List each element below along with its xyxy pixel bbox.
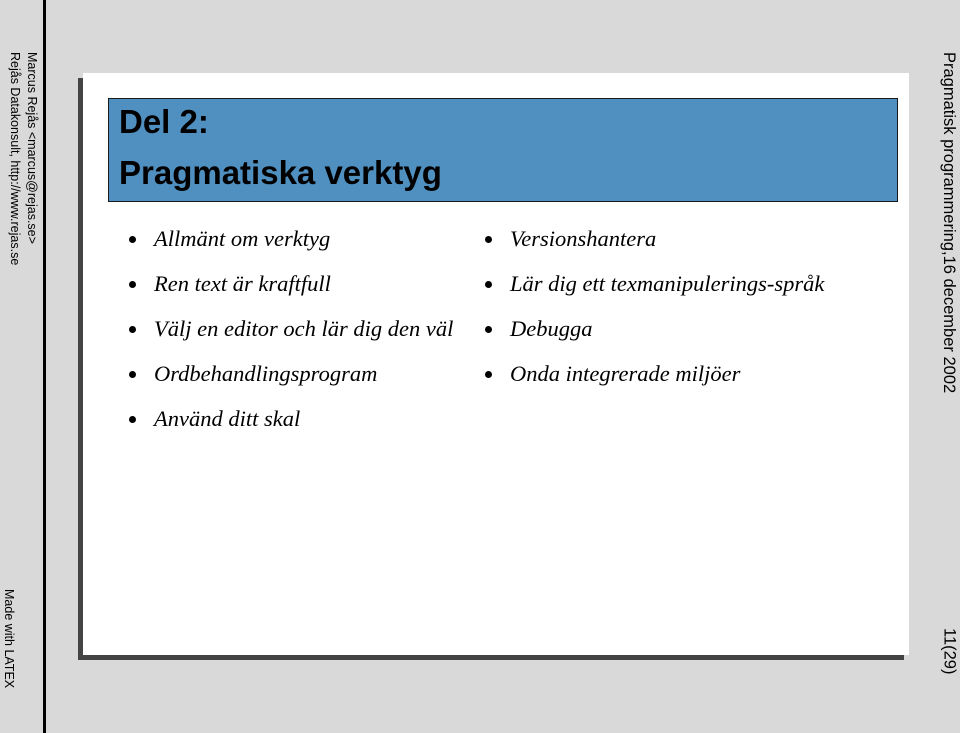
list-item [483, 356, 883, 392]
list-item [127, 401, 467, 437]
list-item [483, 221, 883, 257]
list-item-text: Ordbehandlingsprogram [154, 361, 378, 386]
list-item-text: Onda integrerade miljöer [510, 361, 741, 386]
bullet-icon [129, 326, 136, 333]
list-item-text: Debugga [510, 316, 593, 341]
list-item-text: Versionshantera [510, 226, 657, 251]
list-item-text: Allmänt om verktyg [154, 226, 331, 251]
course-date-label: Pragmatisk programmering,16 december 2002 [940, 52, 958, 394]
left-bullet-list [127, 221, 467, 446]
list-item-text: Ren text är kraftfull [154, 271, 331, 296]
author-line: Marcus Rejås <marcus@rejas.se> [25, 52, 39, 244]
bullet-icon [129, 371, 136, 378]
list-item [127, 356, 467, 392]
list-item-text: Välj en editor och lär dig den väl [154, 316, 454, 341]
right-bullet-list [483, 221, 883, 401]
slide-title: Pragmatiska verktyg [119, 154, 442, 191]
company-line: Rejås Datakonsult, http://www.rejas.se [8, 52, 22, 266]
page-number [930, 628, 960, 688]
list-item-text: Använd ditt skal [154, 406, 301, 431]
bullet-icon [129, 281, 136, 288]
list-item [483, 311, 883, 347]
made-with-label: Made with LATEX [2, 589, 16, 689]
bullet-icon [485, 371, 492, 378]
bullet-icon [485, 236, 492, 243]
made-with-footer [0, 589, 20, 689]
bullet-icon [485, 326, 492, 333]
author-sidebar [0, 52, 40, 282]
margin-rule [43, 0, 46, 733]
course-sidebar [930, 52, 960, 432]
list-item-text: Lär dig ett texmanipulerings-språk [510, 271, 825, 296]
slide-title-box [108, 98, 898, 202]
slide [83, 73, 909, 655]
list-item [483, 266, 883, 302]
slide-title-part: Del 2: [119, 103, 209, 140]
bullet-icon [485, 281, 492, 288]
bullet-icon [129, 236, 136, 243]
list-item [127, 266, 467, 302]
list-item [127, 311, 467, 347]
bullet-icon [129, 416, 136, 423]
page-number-label: 11(29) [940, 628, 958, 675]
list-item [127, 221, 467, 257]
